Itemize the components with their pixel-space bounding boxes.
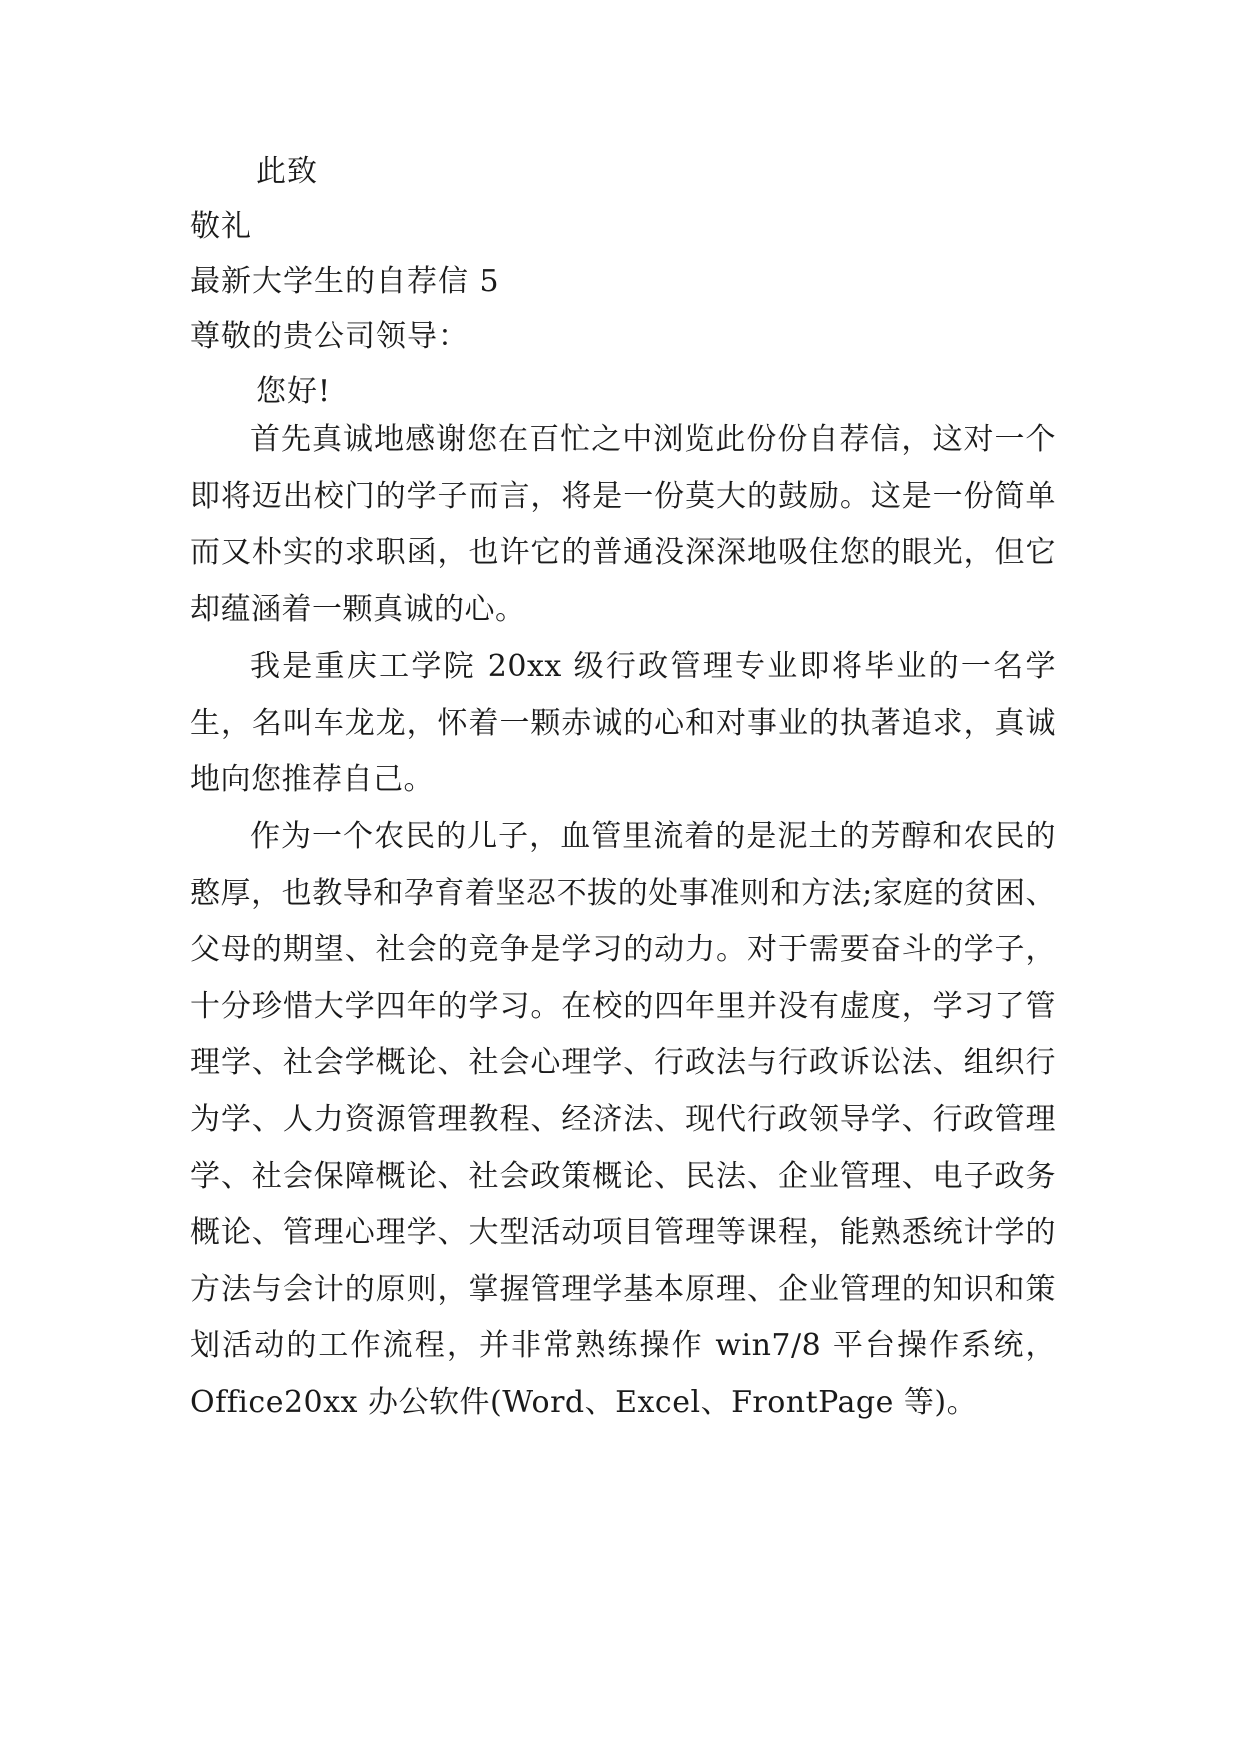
- closing-line-2: 敬礼: [190, 209, 252, 244]
- letter-title: 最新大学生的自荐信 5: [190, 264, 500, 299]
- paragraph-background: 作为一个农民的儿子，血管里流着的是泥土的芳醇和农民的憨厚，也教导和孕育着坚忍不拔的处事准则和方法;家庭的贫困、父母的期望、社会的竞争是学习的动力。对于需要奋斗的学子，十分珍惜大学四年的学习。在校的四年里并没有虚度，学习了管理学、社会学概论、社会心理学、行政法与行政诉讼法、组织行为学、人力资源管理教程、经济法、现代行政领导学、行政管理学、社会保障概论、社会政策概论、民法、企业管理、电子政务概论、管理心理学、大型活动项目管理等课程，能熟悉统计学的方法与会计的原则，掌握管理学基本原理、企业管理的知识和策划活动的工作流程，并非常熟练操作 win7/8 平台操作系统，Office20xx 办公软件(Word、Excel、FrontPage 等)。: [190, 819, 1056, 1420]
- closing-line-1: 此致: [256, 154, 318, 189]
- salutation: 尊敬的贵公司领导：: [190, 319, 469, 354]
- greeting: 您好!: [256, 374, 332, 409]
- paragraph-self-intro: 我是重庆工学院 20xx 级行政管理专业即将毕业的一名学生，名叫车龙龙，怀着一颗赤诚的心和对事业的执著追求，真诚地向您推荐自己。: [190, 649, 1056, 798]
- paragraph-intro: 首先真诚地感谢您在百忙之中浏览此份份自荐信，这对一个即将迈出校门的学子而言，将是一份莫大的鼓励。这是一份简单而又朴实的求职函，也许它的普通没深深地吸住您的眼光，但它却蕴涵着一颗真诚的心。: [190, 422, 1056, 627]
